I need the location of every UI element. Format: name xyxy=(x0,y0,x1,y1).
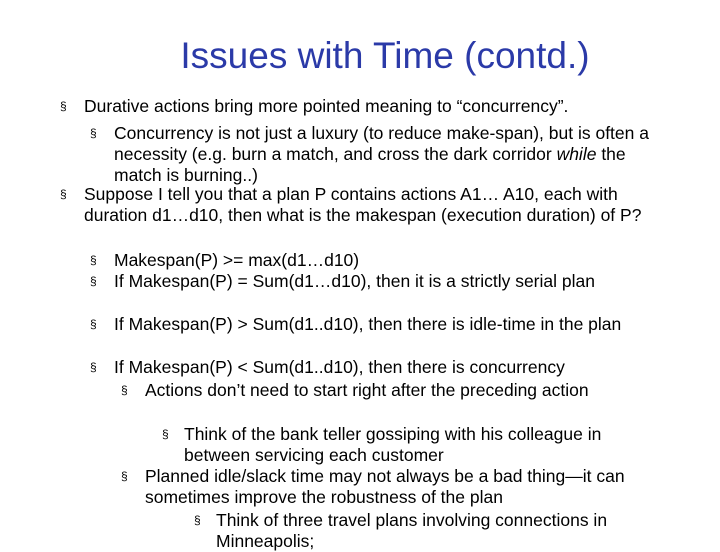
bullet-text: Think of the bank teller gossiping with his colleague in between servicing each customer xyxy=(184,424,602,465)
bullet-text: Makespan(P) >= max(d1…d10) xyxy=(114,250,360,270)
bullet-text: Suppose I tell you that a plan P contains actions A1… A10, each with duration d1…d10, then what is the makespan (execution duration) of P? xyxy=(84,184,642,225)
bullet-marker: § xyxy=(121,469,128,483)
bullet-text: If Makespan(P) > Sum(d1..d10), then there is idle-time in the plan xyxy=(114,314,622,334)
bullet-item xyxy=(90,314,660,335)
bullet-marker: § xyxy=(162,427,169,441)
bullet-marker: § xyxy=(90,126,97,140)
bullet-item xyxy=(121,380,621,401)
bullet-marker: § xyxy=(90,317,97,331)
bullet-text: If Makespan(P) = Sum(d1…d10), then it is a strictly serial plan xyxy=(114,271,595,291)
bullet-item xyxy=(121,466,681,508)
bullet-item xyxy=(90,357,660,378)
bullet-text: If Makespan(P) < Sum(d1..d10), then there is concurrency xyxy=(114,357,565,377)
bullet-item xyxy=(90,250,650,271)
bullet-item xyxy=(194,510,674,552)
bullet-marker: § xyxy=(121,383,128,397)
bullet-marker: § xyxy=(60,187,67,201)
bullet-text-part: the match is burning..) xyxy=(114,144,626,185)
bullet-marker: § xyxy=(194,513,201,527)
slide-title: Issues with Time (contd.) xyxy=(180,35,590,76)
bullet-marker: § xyxy=(90,253,97,267)
bullet-text: Planned idle/slack time may not always be a bad thing—it can sometimes improve the robustness of the plan xyxy=(145,466,625,507)
bullet-item xyxy=(90,123,650,186)
bullet-marker: § xyxy=(90,274,97,288)
bullet-item xyxy=(60,96,700,117)
bullet-item xyxy=(162,424,662,466)
bullet-item xyxy=(60,184,660,226)
bullet-text: Actions don’t need to start right after the preceding action xyxy=(145,380,589,400)
bullet-text xyxy=(114,123,650,186)
bullet-marker: § xyxy=(60,99,67,113)
bullet-text: Think of three travel plans involving connections in Minneapolis; xyxy=(216,510,608,551)
bullet-text: Durative actions bring more pointed meaning to “concurrency”. xyxy=(84,96,569,116)
bullet-text-part: Concurrency is not just a luxury (to reduce make-span), but is often a necessity (e.g. burn a match, and cross the dark corridor xyxy=(114,123,649,164)
bullet-marker: § xyxy=(90,360,97,374)
bullet-text-italic: while xyxy=(556,144,597,164)
bullet-item xyxy=(90,271,630,292)
